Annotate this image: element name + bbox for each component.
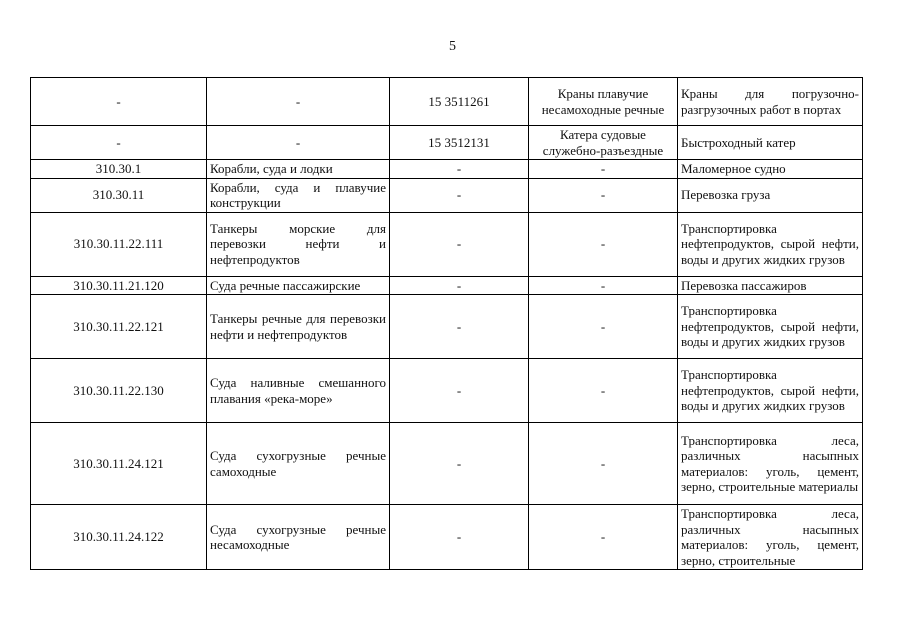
code-cell: 310.30.11.22.111: [31, 212, 207, 276]
okp-code-cell: -: [390, 178, 529, 212]
code-cell: 310.30.11.22.130: [31, 359, 207, 423]
name-cell: -: [207, 78, 390, 126]
table-row: [31, 423, 863, 505]
table-row: [31, 78, 863, 126]
name-cell: Суда сухогрузные речные несамоходные: [207, 505, 390, 570]
okp-name-cell: -: [529, 295, 678, 359]
okp-code-cell: -: [390, 423, 529, 505]
code-cell: 310.30.11.22.121: [31, 295, 207, 359]
okp-name-cell: -: [529, 160, 678, 179]
table-row: [31, 505, 863, 570]
code-cell: -: [31, 78, 207, 126]
name-cell: Танкеры речные для перевозки нефти и нефтепродуктов: [207, 295, 390, 359]
okp-name-cell: -: [529, 505, 678, 570]
description-cell: Транспортировка леса, различных насыпных материалов: уголь, цемент, зерно, строительные материалы: [678, 423, 863, 505]
page-number: 5: [449, 39, 456, 54]
name-cell: Суда речные пассажирские: [207, 276, 390, 295]
code-cell: 310.30.1: [31, 160, 207, 179]
code-cell: 310.30.11.24.121: [31, 423, 207, 505]
okp-name-cell: -: [529, 178, 678, 212]
okp-code-cell: -: [390, 212, 529, 276]
name-cell: Корабли, суда и плавучие конструкции: [207, 178, 390, 212]
okp-code-cell: -: [390, 359, 529, 423]
description-cell: Краны для погрузочно-разгрузочных работ в портах: [678, 78, 863, 126]
classification-table: [30, 77, 863, 570]
table-row: [31, 126, 863, 160]
okp-code-cell: -: [390, 160, 529, 179]
table-row: [31, 295, 863, 359]
code-cell: 310.30.11: [31, 178, 207, 212]
description-cell: Перевозка груза: [678, 178, 863, 212]
table-row: [31, 212, 863, 276]
code-cell: -: [31, 126, 207, 160]
description-cell: Транспортировка нефтепродуктов, сырой нефти, воды и других жидких грузов: [678, 359, 863, 423]
name-cell: Суда сухогрузные речные самоходные: [207, 423, 390, 505]
name-cell: Корабли, суда и лодки: [207, 160, 390, 179]
code-cell: 310.30.11.24.122: [31, 505, 207, 570]
name-cell: -: [207, 126, 390, 160]
okp-name-cell: -: [529, 359, 678, 423]
table-row: [31, 178, 863, 212]
description-cell: Транспортировка нефтепродуктов, сырой нефти, воды и других жидких грузов: [678, 212, 863, 276]
table-row: [31, 276, 863, 295]
table-row: [31, 359, 863, 423]
table-row: [31, 160, 863, 179]
okp-name-cell: -: [529, 212, 678, 276]
name-cell: Танкеры морские для перевозки нефти и нефтепродуктов: [207, 212, 390, 276]
okp-code-cell: -: [390, 295, 529, 359]
name-cell: Суда наливные смешанного плавания «река-море»: [207, 359, 390, 423]
okp-name-cell: Катера судовые служебно-разъездные: [529, 126, 678, 160]
okp-code-cell: -: [390, 505, 529, 570]
okp-code-cell: 15 3512131: [390, 126, 529, 160]
okp-name-cell: -: [529, 276, 678, 295]
code-cell: 310.30.11.21.120: [31, 276, 207, 295]
description-cell: Перевозка пассажиров: [678, 276, 863, 295]
okp-name-cell: -: [529, 423, 678, 505]
description-cell: Транспортировка нефтепродуктов, сырой нефти, воды и других жидких грузов: [678, 295, 863, 359]
description-cell: Маломерное судно: [678, 160, 863, 179]
description-cell: Транспортировка леса, различных насыпных материалов: уголь, цемент, зерно, строительные: [678, 505, 863, 570]
description-cell: Быстроходный катер: [678, 126, 863, 160]
okp-name-cell: Краны плавучие несамоходные речные: [529, 78, 678, 126]
okp-code-cell: -: [390, 276, 529, 295]
okp-code-cell: 15 3511261: [390, 78, 529, 126]
